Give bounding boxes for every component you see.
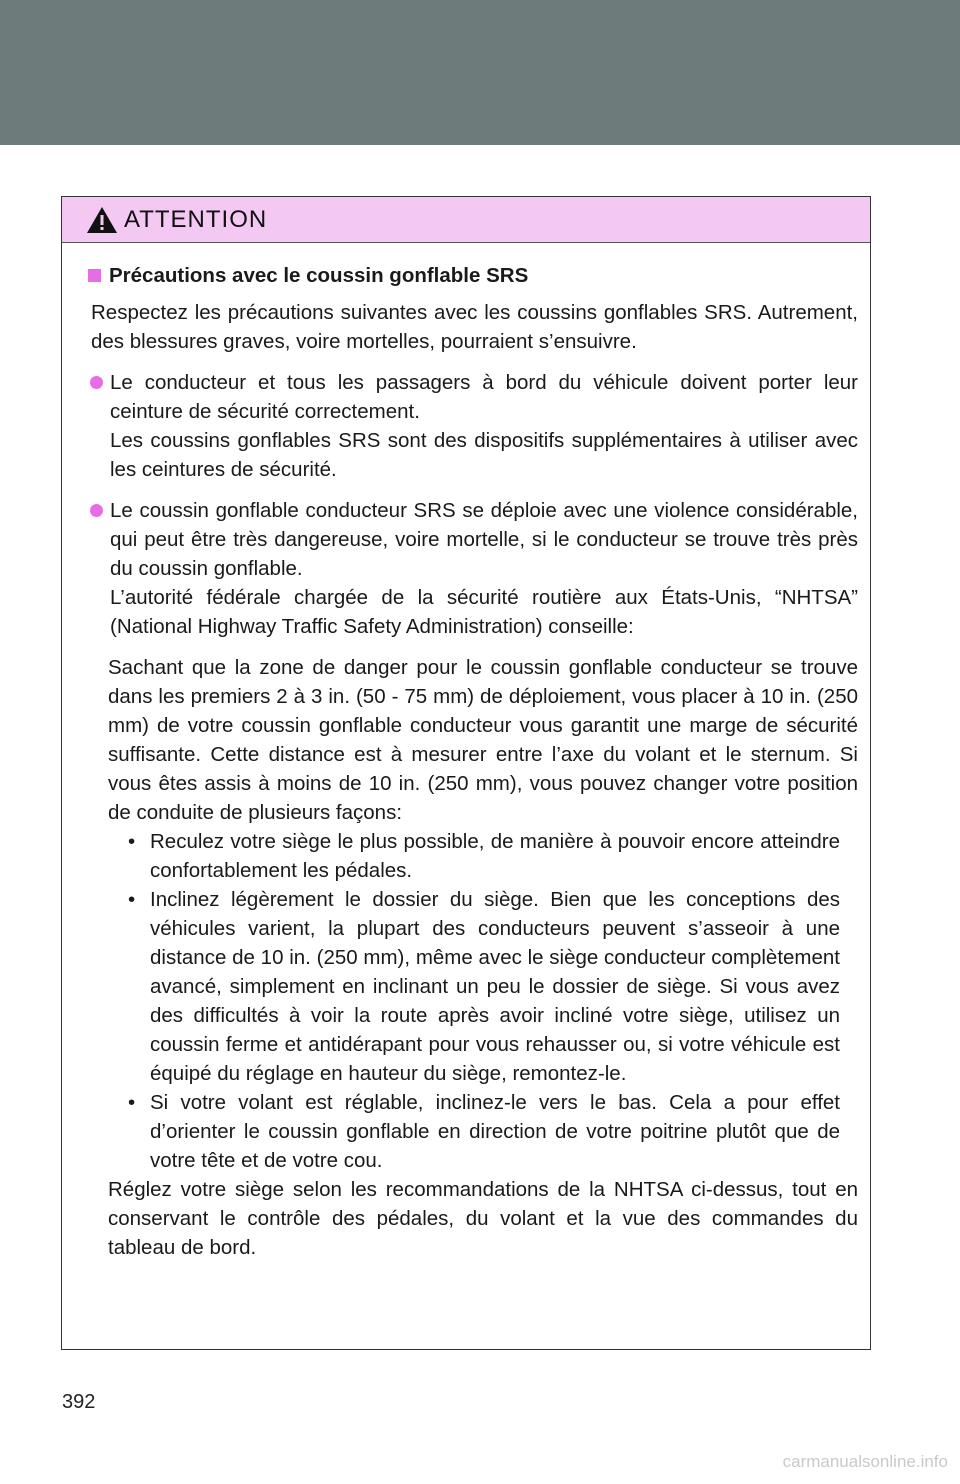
dot-bullet: •	[128, 830, 136, 853]
advice-item	[128, 827, 840, 885]
square-bullet-icon	[88, 269, 101, 282]
caution-box	[61, 196, 871, 1350]
circle-bullet-icon	[90, 504, 103, 517]
closing-text: Réglez votre siège selon les recommandations de la NHTSA ci-dessus, tout en conservant le contrôle des pédales, du volant et la vue des commandes du tableau de bord.	[108, 1178, 858, 1259]
caution-title: ATTENTION	[124, 205, 268, 233]
item2-text: Le coussin gonflable conducteur SRS se déploie avec une violence considérable, qui peut être très dangereuse, voire mortelle, si le conducteur se trouve très près du coussin gonflable.	[110, 499, 858, 580]
advice-text: Si votre volant est réglable, inclinez-le vers le bas. Cela a pour effet d’orienter le coussin gonflable en direction de votre poitrine plutôt que de votre tête et de votre cou.	[150, 1091, 840, 1172]
dot-bullet: •	[128, 888, 136, 911]
advice-text: Reculez votre siège le plus possible, de manière à pouvoir encore atteindre confortablement les pédales.	[150, 830, 840, 882]
nhtsa-quote: Sachant que la zone de danger pour le coussin gonflable conducteur se trouve dans les premiers 2 à 3 in. (50 - 75 mm) de déploiement, vous placer à 10 in. (250 mm) de votre coussin gonflable conducteur vous garantit une marge de sécurité suffisante. Cette distance est à mesurer entre l’axe du volant et le sternum. Si vous êtes assis à moins de 10 in. (250 mm), vous pouvez changer votre position de conduite de plusieurs façons:	[108, 656, 858, 824]
intro-text: Respectez les précautions suivantes avec les coussins gonflables SRS. Autrement, des blessures graves, voire mortelles, pourraient s’ensuivre.	[91, 301, 858, 353]
warning-triangle-icon	[86, 206, 118, 234]
page-number: 392	[62, 1391, 96, 1413]
caution-content	[62, 243, 870, 1262]
circle-bullet-icon	[90, 376, 103, 389]
dot-bullet: •	[128, 1091, 136, 1114]
top-header-band	[0, 0, 960, 145]
watermark: carmanualsonline.info	[782, 1452, 948, 1471]
section-title: Précautions avec le coussin gonflable SRS	[109, 264, 529, 287]
list-item	[88, 496, 858, 641]
caution-header	[62, 197, 870, 243]
section-heading	[88, 261, 858, 290]
intro-paragraph	[88, 298, 858, 356]
item1-detail: Les coussins gonflables SRS sont des dispositifs supplémentaires à utiliser avec les ceintures de sécurité.	[110, 429, 858, 481]
advice-list	[108, 827, 858, 1175]
list-item	[88, 368, 858, 484]
advice-item	[128, 1088, 840, 1175]
advice-text: Inclinez légèrement le dossier du siège. Bien que les conceptions des véhicules varient, la plupart des conducteurs peuvent s’asseoir à une distance de 10 in. (250 mm), même avec le siège conducteur complètement avancé, simplement en inclinant un peu le dossier de siège. Si vous avez des difficultés à voir la route après avoir incliné votre siège, utilisez un coussin ferme et antidérapant pour vous rehausser ou, si votre véhicule est équipé du réglage en hauteur du siège, remontez-le.	[150, 888, 840, 1085]
nhtsa-advice	[88, 653, 858, 1262]
advice-item	[128, 885, 840, 1088]
item2-detail: L’autorité fédérale chargée de la sécurité routière aux États-Unis, “NHTSA” (National Highway Traffic Safety Administration) conseille:	[110, 586, 858, 638]
item1-text: Le conducteur et tous les passagers à bord du véhicule doivent porter leur ceinture de sécurité correctement.	[110, 371, 858, 423]
